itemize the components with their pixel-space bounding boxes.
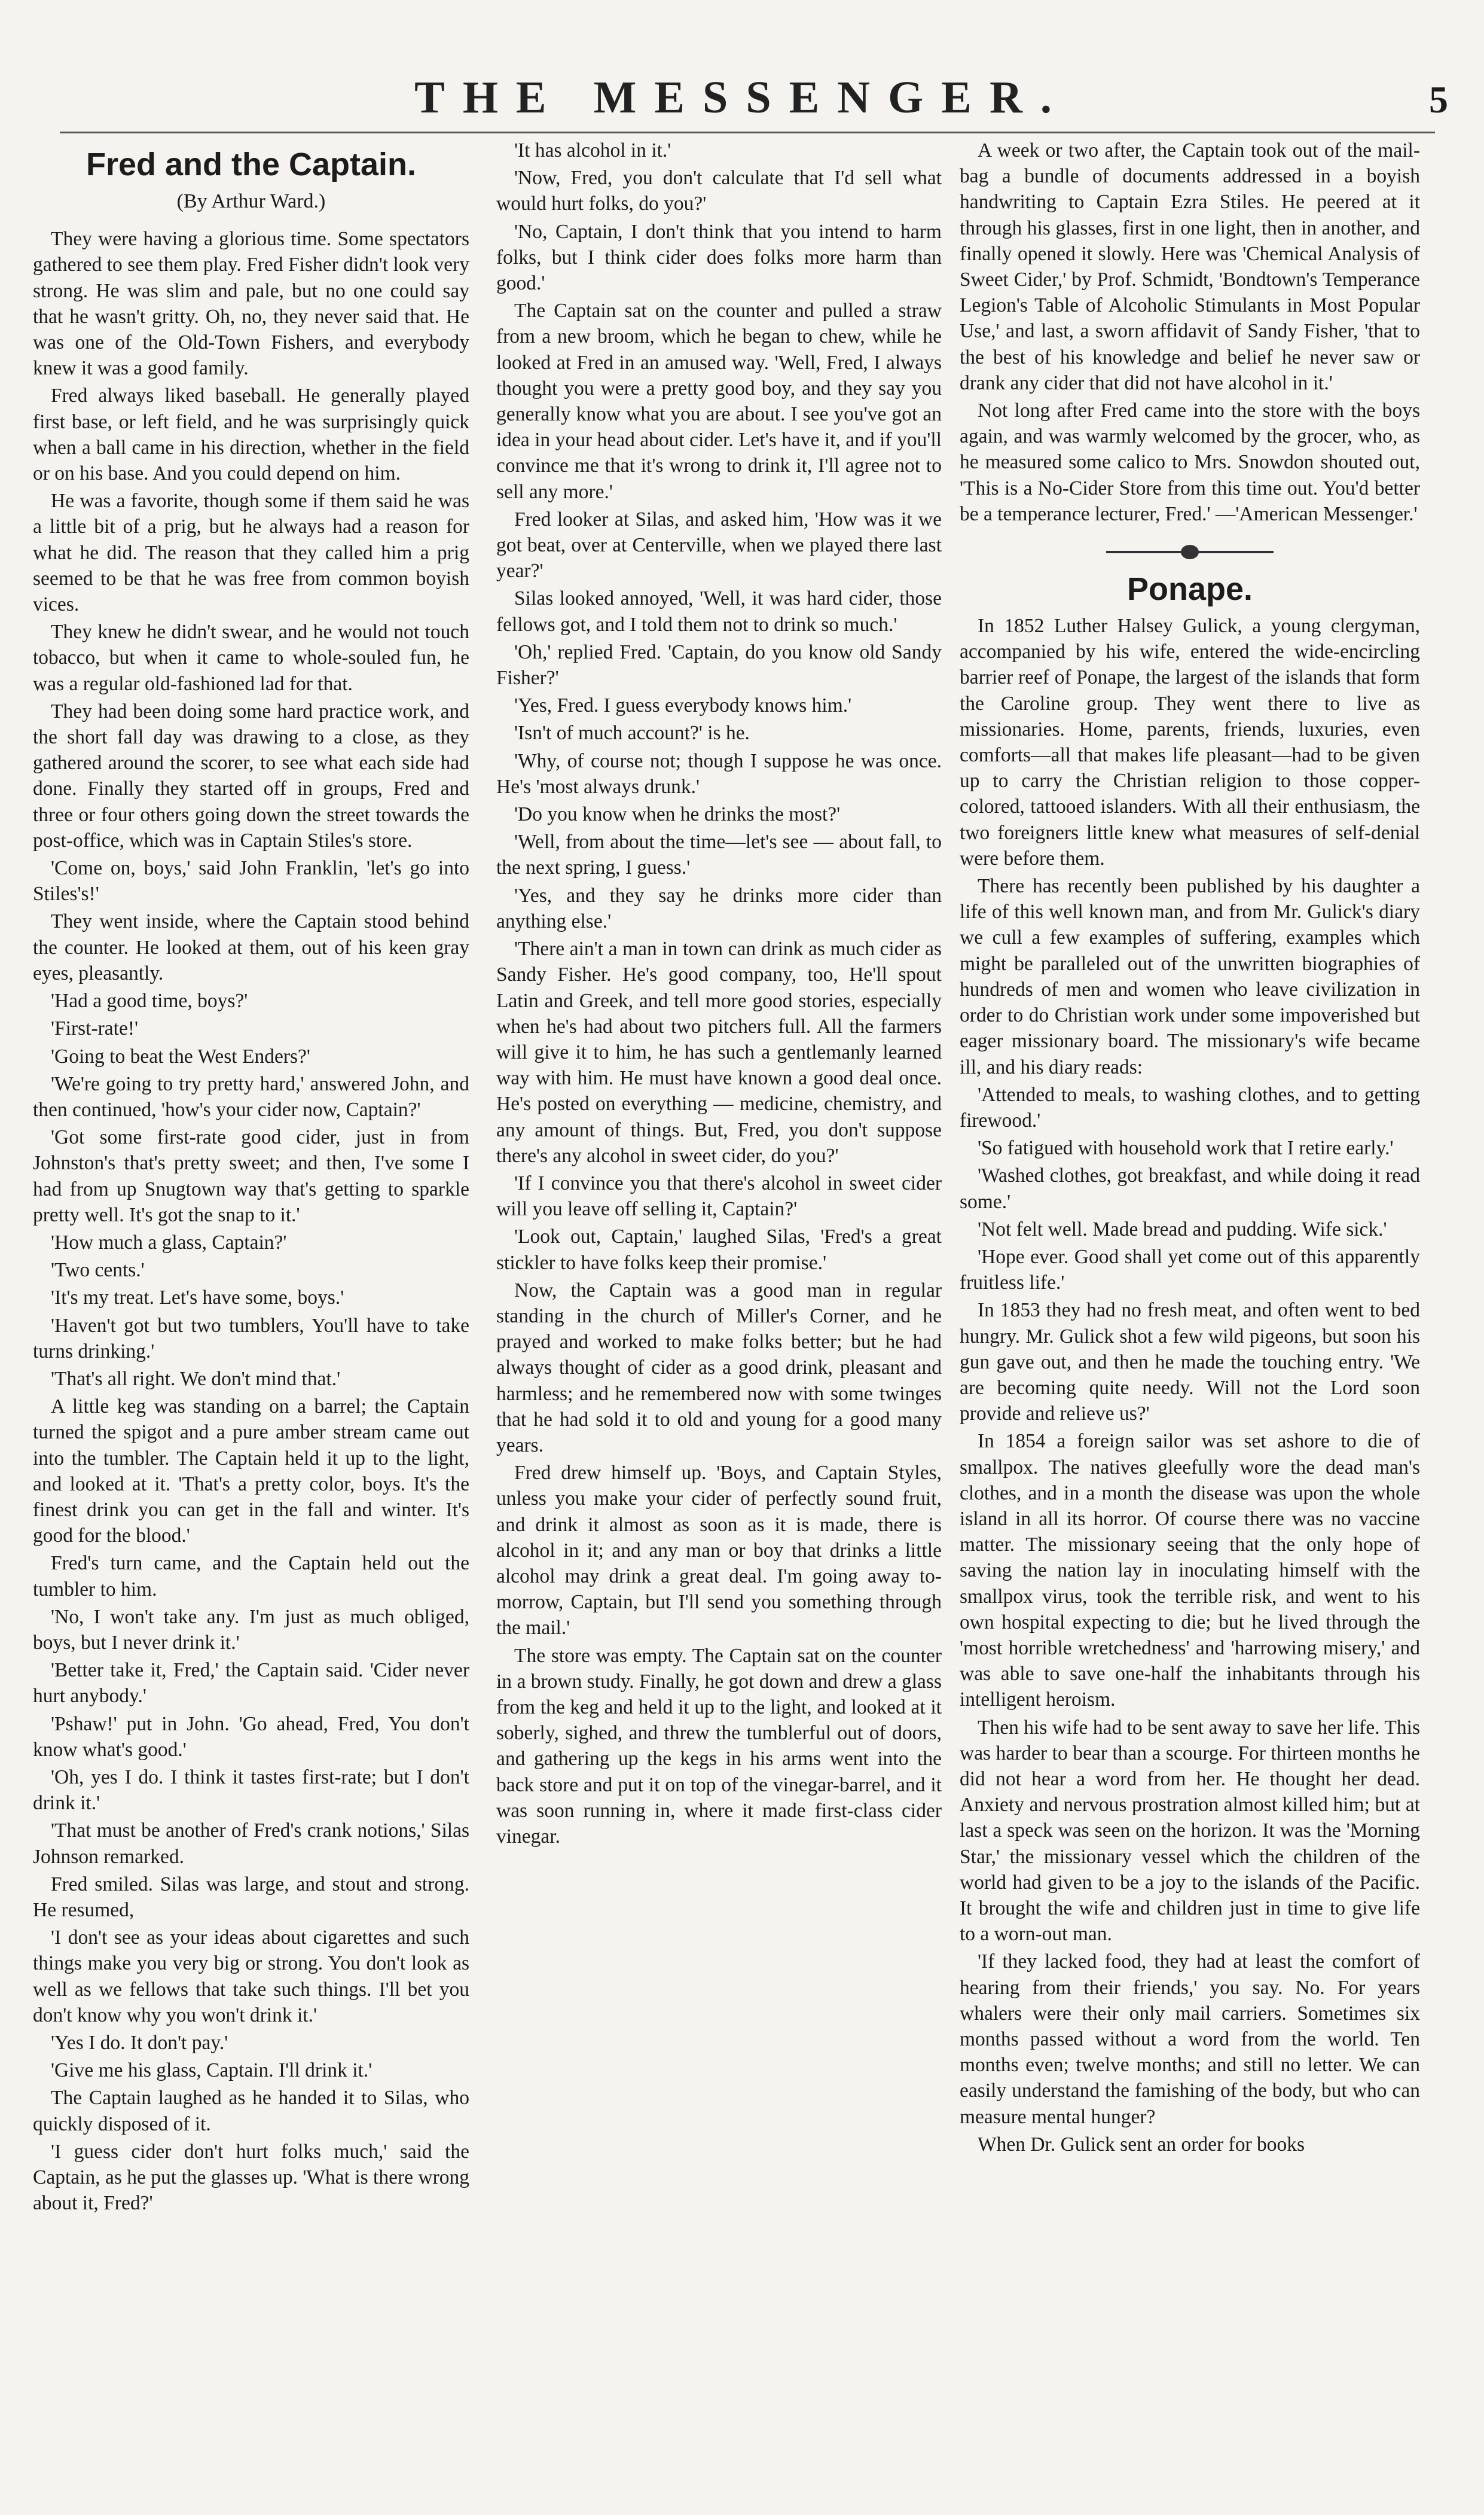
paragraph: 'There ain't a man in town can drink as much cider as Sandy Fisher. He's good company, too, He'll spout Latin and Greek, and tell more good stories, especially when he's had about two pitchers full. All the farmers will give it to him, he has such a gentlemanly learned way with him. He must have known a good deal once. He's posted on everything — medicine, chemistry, and any amount of things. But, Fred, you don't suppose there's any alcohol in sweet cider, do you?': [496, 938, 942, 1167]
paragraph: 'So fatigued with household work that I retire early.': [978, 1137, 1394, 1160]
article-body-part-2: [496, 138, 942, 1849]
paragraph: When Dr. Gulick sent an order for books: [978, 2133, 1305, 2156]
masthead-title: THE MESSENGER.: [414, 72, 1070, 123]
paragraph: 'Haven't got but two tumblers, You'll have to take turns drinking.': [33, 1314, 469, 1362]
paragraph: Fred looker at Silas, and asked him, 'How was it we got beat, over at Centerville, when we played there last year?': [496, 508, 942, 583]
paragraph: 'Not felt well. Made bread and pudding. Wife sick.': [978, 1218, 1387, 1240]
paragraph: Fred smiled. Silas was large, and stout and strong. He resumed,: [33, 1873, 469, 1921]
paragraph: 'Pshaw!' put in John. 'Go ahead, Fred, You don't know what's good.': [33, 1712, 469, 1761]
paragraph: 'Do you know when he drinks the most?': [514, 803, 841, 826]
article-title-ponape: Ponape.: [1126, 571, 1253, 608]
paragraph: 'Better take it, Fred,' the Captain said. 'Cider never hurt anybody.': [33, 1659, 469, 1708]
column-2: [496, 138, 942, 2488]
paragraph: 'I guess cider don't hurt folks much,' said the Captain, as he put the glasses up. 'What is there wrong about it, Fred?': [33, 2140, 469, 2215]
page-number: 5: [1429, 78, 1448, 121]
paragraph: 'Yes, and they say he drinks more cider than anything else.': [496, 884, 942, 932]
paragraph: There has recently been published by his daughter a life of this well known man, and from Mr. Gulick's diary we cull a few examples of suffering, examples which might be paralleled out of the unwritten biographies of hundreds of men and women who leave civilization in order to do Christian work under some impoverished but eager missionary board. The missionary's wife became ill, and his diary reads:: [960, 875, 1420, 1078]
paragraph: 'Look out, Captain,' laughed Silas, 'Fred's a great stickler to have folks keep their promise.': [496, 1226, 942, 1274]
paragraph: 'I don't see as your ideas about cigarettes and such things make you very big or strong. You don't look as well as we fellows that take such things. I'll bet you don't know why you won't drink it.': [33, 1926, 469, 2026]
paragraph: Now, the Captain was a good man in regular standing in the church of Miller's Corner, and he prayed and worked to make folks better; but he had always thought of cider as a good drink, pleasant and harmless; and he remembered now with some twinges that he had sold it to old and young for a good many years.: [496, 1279, 942, 1456]
column-3: [960, 138, 1420, 2488]
paragraph: Fred's turn came, and the Captain held out the tumbler to him.: [33, 1552, 469, 1601]
paragraph: They knew he didn't swear, and he would not touch tobacco, but when it came to whole-souled fun, he was a regular old-fashioned lad for that.: [33, 621, 469, 695]
paragraph: Then his wife had to be sent away to save her life. This was harder to bear than a scourge. For thirteen months he did not hear a word from her. He thought her dead. Anxiety and nervous prostration almost killed him; but at last a speck was seen on the horizon. It was the 'Morning Star,' the missionary vessel which the children of the world had given to be a joy to the islands of the Pacific. It brought the wife and children just in time to give life to a worn-out man.: [960, 1716, 1420, 1946]
paragraph: 'How much a glass, Captain?': [51, 1231, 287, 1254]
paragraph: 'Now, Fred, you don't calculate that I'd sell what would hurt folks, do you?': [496, 167, 942, 215]
paragraph: 'We're going to try pretty hard,' answered John, and then continued, 'how's your cider now, Captain?': [33, 1072, 469, 1121]
paragraph: 'That's all right. We don't mind that.': [51, 1367, 341, 1390]
ponape-body: [960, 613, 1420, 2157]
paragraph: 'If I convince you that there's alcohol in sweet cider will you leave off selling it, Captain?': [496, 1172, 942, 1221]
paragraph: 'Had a good time, boys?': [51, 990, 248, 1013]
paragraph: 'If they lacked food, they had at least the comfort of hearing from their friends,' you say. No. For years whalers were their only mail carriers. Sometimes six months passed without a word from the world. Ten months even; twelve months; and still no letter. We can easily understand the famishing of the body, but who can measure mental hunger?: [960, 1950, 1420, 2128]
paragraph: A week or two after, the Captain took out of the mail-bag a bundle of documents addressed in a boyish handwriting to Captain Ezra Stiles. He peered at it through his glasses, first in one light, then in another, and finally opened it slowly. Here was 'Chemical Analysis of Sweet Cider,' by Prof. Schmidt, 'Bondtown's Temperance Legion's Table of Alcoholic Stimulants in Most Popular Use,' and last, a sworn affidavit of Sandy Fisher, 'that to the best of his knowledge and belief he never saw or drank any cider that did not have alcohol in it.': [960, 139, 1420, 394]
paragraph: 'Why, of course not; though I suppose he was once. He's 'most always drunk.': [496, 749, 942, 798]
paragraph: 'Two cents.': [51, 1259, 145, 1282]
byline: (By Arthur Ward.): [176, 190, 326, 212]
header-rule: [60, 132, 1435, 133]
paragraph: A little keg was standing on a barrel; the Captain turned the spigot and a pure amber stream came out into the tumbler. The Captain held it up to the light, and looked at it. 'That's a pretty color, boys. It's the finest drink you can get in the fall and winter. It's good for the blood.': [33, 1395, 469, 1547]
paragraph: They were having a glorious time. Some spectators gathered to see them play. Fred Fisher didn't look very strong. He was slim and pale, but no one could say that he wasn't gritty. Oh, no, they never said that. He was one of the Old-Town Fishers, and everybody knew it was a good family.: [33, 228, 469, 380]
paragraph: In 1853 they had no fresh meat, and often went to bed hungry. Mr. Gulick shot a few wild pigeons, but soon his gun gave out, and then he made the touching entry. 'We are becoming quite needy. Will not the Lord soon provide and relieve us?': [960, 1299, 1420, 1425]
paragraph: 'That must be another of Fred's crank notions,' Silas Johnson remarked.: [33, 1819, 469, 1868]
paragraph: 'Attended to meals, to washing clothes, and to getting firewood.': [960, 1083, 1420, 1132]
paragraph: Silas looked annoyed, 'Well, it was hard cider, those fellows got, and I told them not to drink so much.': [496, 587, 942, 636]
paragraph: 'Yes I do. It don't pay.': [51, 2032, 228, 2054]
paragraph: Fred drew himself up. 'Boys, and Captain Styles, unless you make your cider of perfectly sound fruit, and drink it almost as soon as it is made, there is alcohol in it; and any man or boy that drinks a little alcohol may drink a great deal. I'm going away to-morrow, Captain, but I'll send you something through the mail.': [496, 1462, 942, 1639]
paragraph: 'Got some first-rate good cider, just in from Johnston's that's pretty sweet; and then, I've some I had from up Snugtown way that's getting to sparkle pretty well. It's got the snap to it.': [33, 1126, 469, 1226]
paragraph: 'Oh,' replied Fred. 'Captain, do you know old Sandy Fisher?': [496, 641, 942, 690]
paragraph: 'Washed clothes, got breakfast, and while doing it read some.': [960, 1164, 1420, 1213]
paragraph: 'It's my treat. Let's have some, boys.': [51, 1287, 344, 1309]
paragraph: 'Isn't of much account?' is he.: [514, 722, 750, 745]
column-1: [33, 138, 469, 2488]
paragraph: Fred always liked baseball. He generally played first base, or left field, and he was surprisingly quick when a ball came in his direction, whether in the field or on his base. And you could depend on him.: [33, 385, 469, 485]
masthead: [0, 0, 1484, 123]
paragraph: 'Give me his glass, Captain. I'll drink it.': [51, 2059, 372, 2082]
paragraph: Not long after Fred came into the store with the boys again, and was warmly welcomed by the grocer, who, as he measured some calico to Mrs. Snowdon shouted out, 'This is a No-Cider Store from this time out. You'd better be a temperance lecturer, Fred.' —'American Messenger.': [960, 400, 1420, 525]
paragraph: 'Come on, boys,' said John Franklin, 'let's go into Stiles's!': [33, 857, 469, 906]
paragraph: 'Hope ever. Good shall yet come out of this apparently fruitless life.': [960, 1245, 1420, 1294]
paragraph: 'First-rate!': [51, 1017, 139, 1040]
paragraph: 'Oh, yes I do. I think it tastes first-rate; but I don't drink it.': [33, 1766, 469, 1815]
paragraph: The Captain sat on the counter and pulled a straw from a new broom, which he began to chew, while he looked at Fred in an amused way. 'Well, Fred, I always thought you were a pretty good boy, and they say you generally know what you are about. I see you've got an idea in your head about cider. Let's have it, and if you'll convince me that it's wrong to drink it, I'll agree not to sell any more.': [496, 300, 942, 503]
paragraph: 'No, I won't take any. I'm just as much obliged, boys, but I never drink it.': [33, 1605, 469, 1654]
section-divider: [1106, 551, 1274, 553]
paragraph: He was a favorite, though some if them said he was a little bit of a prig, but he always had a reason for what he did. The reason that they called him a prig seemed to be that he was free from common boyish vices.: [33, 490, 469, 616]
paragraph: The Captain laughed as he handed it to Silas, who quickly disposed of it.: [33, 2087, 469, 2135]
article-title-fred: Fred and the Captain.: [86, 147, 417, 182]
paragraph: In 1852 Luther Halsey Gulick, a young clergyman, accompanied by his wife, entered the wide-encircling barrier reef of Ponape, the largest of the islands that form the Caroline group. They went there to live as missionaries. Home, parents, friends, luxuries, even comforts—all that makes life pleasant—had to be given up to carry the Christian religion to those copper-colored, tattooed islanders. With all their enthusiasm, the two foreigners little knew what measures of self-denial were before them.: [960, 615, 1420, 870]
article-body-part-3: [960, 138, 1420, 527]
paragraph: They went inside, where the Captain stood behind the counter. He looked at them, out of his keen gray eyes, pleasantly.: [33, 910, 469, 984]
paragraph: In 1854 a foreign sailor was set ashore to die of smallpox. The natives gleefully wore the dead man's clothes, and in a month the disease was upon the whole island in all its horror. Of course there was no vaccine matter. The missionary seeing that the only hope of saving the nation lay in inoculating himself with the smallpox virus, took the terrible risk, and went to his own hospital expecting to die; but he lived through the 'most horrible wretchedness' and 'harrowing misery,' and was able to save one-half the inhabitants through his intelligent heroism.: [960, 1430, 1420, 1711]
paragraph: 'No, Captain, I don't think that you intend to harm folks, but I think cider does folks more harm than good.': [496, 220, 942, 295]
article-body-part-1: [33, 226, 469, 2216]
paragraph: 'Well, from about the time—let's see — about fall, to the next spring, I guess.': [496, 831, 942, 879]
paragraph: 'Going to beat the West Enders?': [51, 1045, 310, 1068]
paragraph: 'Yes, Fred. I guess everybody knows him.': [514, 694, 852, 717]
paragraph: 'It has alcohol in it.': [514, 139, 671, 161]
paragraph: They had been doing some hard practice work, and the short fall day was drawing to a close, as they gathered around the scorer, to see what each side had done. Finally they started off in groups, Fred and three or four others going down the street towards the post-office, which was in Captain Stiles's store.: [33, 700, 469, 852]
paragraph: The store was empty. The Captain sat on the counter in a brown study. Finally, he got down and drew a glass from the keg and held it up to the light, and looked at it soberly, sighed, and threw the tumblerful out of doors, and gathering up the kegs in his arms went into the back store and put it on top of the vinegar-barrel, and it was soon running in, where it made first-class cider vinegar.: [496, 1644, 942, 1848]
